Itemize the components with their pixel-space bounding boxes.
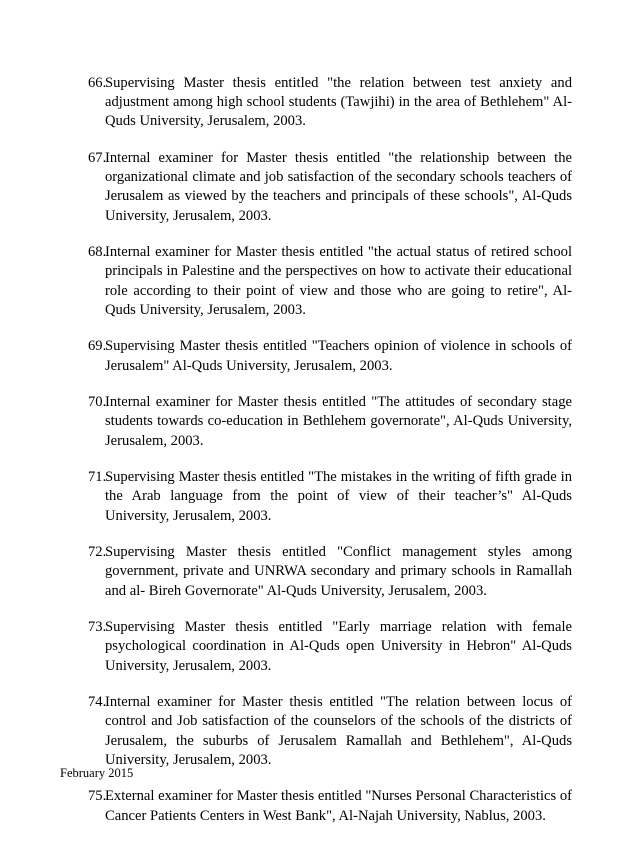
- list-item: [88, 543, 572, 601]
- entry-text: Internal examiner for Master thesis entitled "The attitudes of secondary stage students towards co-education in Bethlehem governorate", Al-Quds University, Jerusalem, 2003.: [105, 394, 572, 449]
- list-item: [88, 243, 572, 320]
- list-item: [88, 618, 572, 676]
- entry-number: 73.: [88, 619, 107, 636]
- entry-number: 72.: [88, 544, 107, 561]
- entry-text: Internal examiner for Master thesis entitled "The relation between locus of control and Job satisfaction of the counselors of the schools of the districts of Jerusalem, the suburbs of Jerusalem Ramallah and Bethlehem", Al-Quds University, Jerusalem, 2003.: [105, 694, 572, 768]
- entry-number: 75.: [88, 788, 107, 805]
- thesis-entry-list: [88, 74, 572, 843]
- entry-text: Supervising Master thesis entitled "Conflict management styles among government, private and UNRWA secondary and primary schools in Ramallah and al- Bireh Governorate" Al-Quds University, Jerusalem, 2003.: [105, 544, 572, 599]
- entry-text: Supervising Master thesis entitled "Teachers opinion of violence in schools of Jerusalem" Al-Quds University, Jerusalem, 2003.: [105, 338, 572, 374]
- entry-text: Supervising Master thesis entitled "Early marriage relation with female psychological coordination in Al-Quds open University in Hebron" Al-Quds University, Jerusalem, 2003.: [105, 619, 572, 674]
- entry-text: Supervising Master thesis entitled "The mistakes in the writing of fifth grade in the Arab language from the point of view of their teacher’s" Al-Quds University, Jerusalem, 2003.: [105, 469, 572, 524]
- entry-text: Internal examiner for Master thesis entitled "the actual status of retired school principals in Palestine and the perspectives on how to activate their educational role according to their point of view and those who are going to retire", Al-Quds University, Jerusalem, 2003.: [105, 244, 572, 318]
- list-item: [88, 393, 572, 451]
- list-item: [88, 337, 572, 375]
- entry-number: 66.: [88, 75, 107, 91]
- entry-number: 68.: [88, 244, 107, 261]
- entry-number: 70.: [88, 394, 107, 411]
- entry-number: 67.: [88, 150, 107, 166]
- list-item: [88, 149, 572, 226]
- entry-text: Supervising Master thesis entitled "the relation between test anxiety and adjustment among high school students (Tawjihi) in the area of Bethlehem" Al-Quds University, Jerusalem, 2003.: [105, 75, 572, 130]
- entry-text: External examiner for Master thesis entitled "Nurses Personal Characteristics of Cancer Patients Centers in West Bank", Al-Najah University, Nablus, 2003.: [105, 788, 572, 824]
- list-item: [88, 468, 572, 526]
- entry-text: Internal examiner for Master thesis entitled "the relationship between the organizational climate and job satisfaction of the secondary schools teachers of Jerusalem as viewed by the teachers and principals of these schools", Al-Quds University, Jerusalem, 2003.: [105, 150, 572, 224]
- page-footer-date: February 2015: [60, 766, 134, 780]
- entry-number: 69.: [88, 338, 107, 355]
- list-item: [88, 787, 572, 825]
- list-item: [88, 693, 572, 770]
- entry-number: 71.: [88, 469, 107, 486]
- entry-number: 74.: [88, 694, 107, 711]
- list-item: [88, 74, 572, 132]
